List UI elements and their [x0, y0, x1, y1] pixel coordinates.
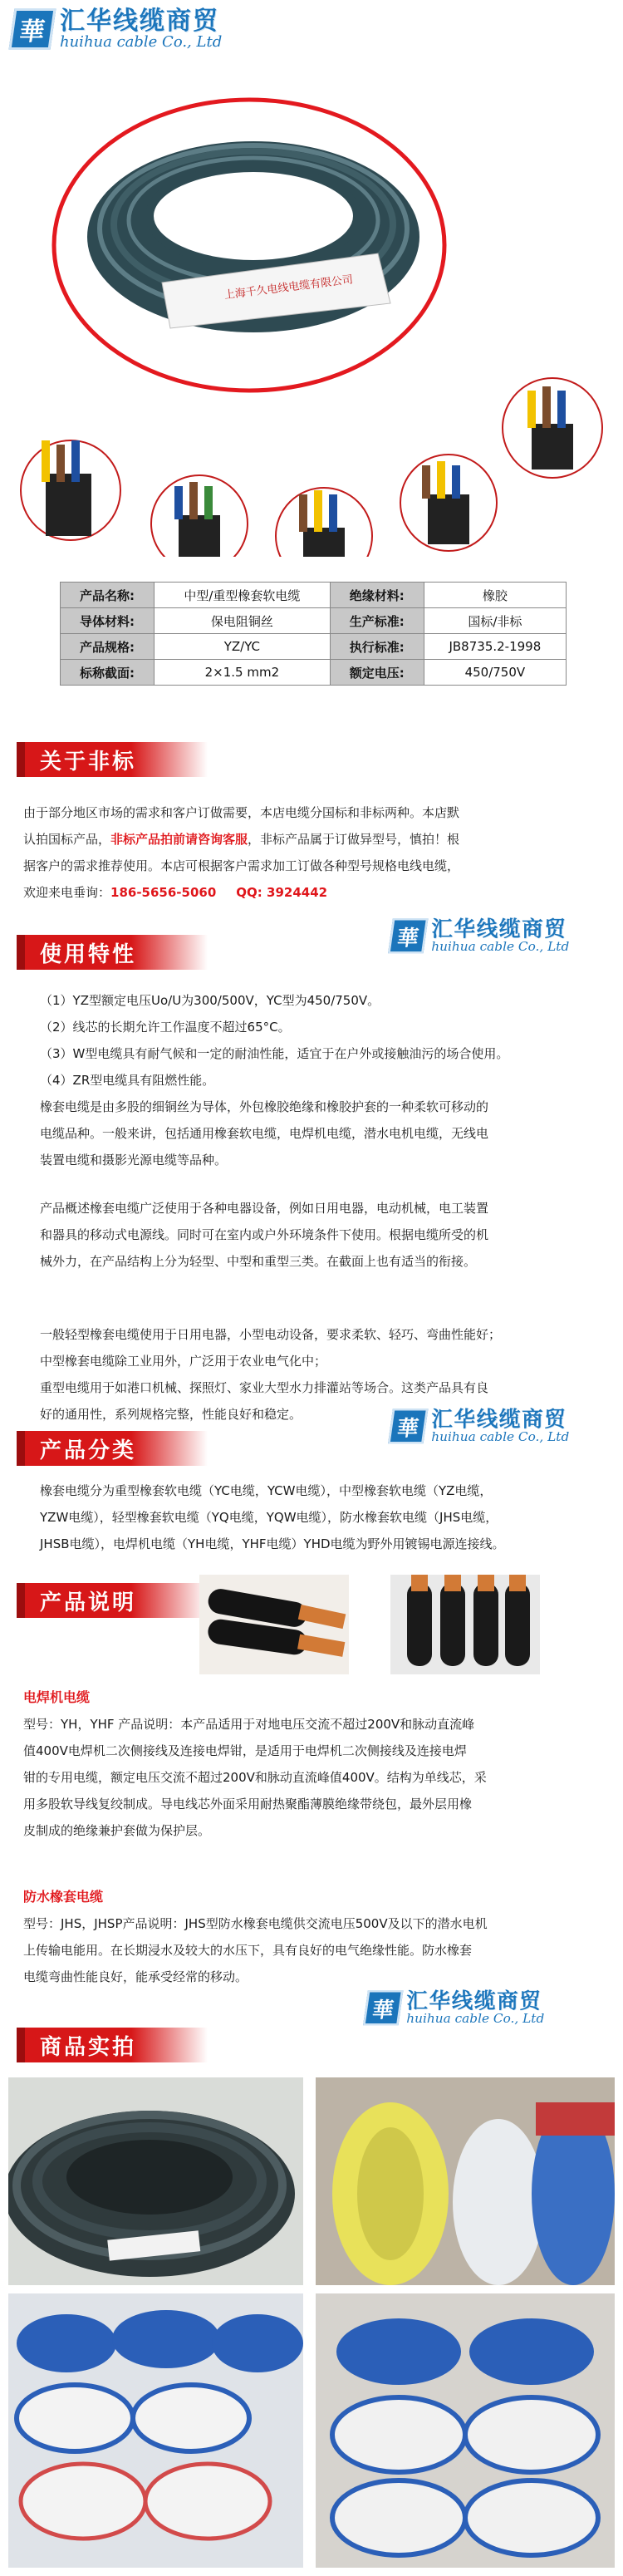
brand-logo	[12, 8, 222, 50]
feature-line: 电缆品种。一般来讲，包括通用橡套软电缆，电焊机电缆，潜水电机电缆，无线电	[40, 1126, 489, 1141]
logo-cn-text: 汇华线缆商贸	[431, 917, 567, 942]
product-photo-3	[8, 2293, 303, 2568]
spec-value: 国标/非标	[424, 608, 566, 634]
logo-cn-text: 汇华线缆商贸	[60, 7, 219, 36]
logo-cn-text: 汇华线缆商贸	[406, 1989, 542, 2014]
logo-mark: 華	[8, 8, 56, 50]
product-photo-2	[316, 2077, 615, 2285]
about-line-4: 欢迎来电垂询：186-5656-5060 QQ: 3924442	[23, 885, 328, 900]
weld-desc-line: 值400V电焊机二次侧接线及连接电焊钳，是适用于电焊机二次侧接线及连接电焊	[23, 1743, 467, 1758]
classify-title: 产品分类	[40, 1438, 137, 1463]
spec-key: 标称截面:	[61, 660, 155, 686]
section-header-classify	[17, 1431, 208, 1466]
spec-key: 生产标准:	[330, 608, 424, 634]
waterproof-desc-line: 上传输电能用。在长期浸水及较大的水压下，具有良好的电气绝缘性能。防水橡套	[23, 1943, 473, 1958]
spec-key: 产品规格:	[61, 634, 155, 660]
feature-line: 装置电缆和摄影光源电缆等品种。	[40, 1153, 228, 1168]
feature-line: 橡套电缆是由多股的细铜丝为导体，外包橡胶绝缘和橡胶护套的一种柔软可移动的	[40, 1099, 489, 1114]
about-line-2: 认拍国标产品，非标产品拍前请咨询客服，非标产品属于订做异型号，慎拍！根	[23, 832, 460, 847]
feature-line: （4）ZR型电缆具有阻燃性能。	[40, 1073, 215, 1088]
about-paragraph	[23, 799, 613, 906]
about-line-1: 由于部分地区市场的需求和客户订做需要，本店电缆分国标和非标两种。本店默	[23, 805, 460, 820]
classify-line: YZW电缆），轻型橡套软电缆（YQ电缆，YQW电缆），防水橡套软电缆（JHS电缆，	[40, 1510, 498, 1525]
weld-desc-line: 皮制成的绝缘兼护套做为保护层。	[23, 1823, 211, 1838]
cable-photo-black-svg	[390, 1575, 540, 1674]
spec-row	[61, 660, 567, 686]
features-overview	[40, 1195, 613, 1275]
overview-line: 和器具的移动式电源线。同时可在室内或户外环境条件下使用。根据电缆所受的机	[40, 1227, 489, 1242]
cross-section-2	[151, 475, 248, 557]
weld-cable-block	[23, 1687, 605, 1844]
cross-section-5	[503, 378, 602, 478]
spec-value: 450/750V	[424, 660, 566, 686]
weld-desc-line: 钳的专用电缆，额定电压交流不超过200V和脉动直流峰值400V。结构为单线芯，采	[23, 1770, 487, 1785]
weld-desc-line: 用多股软导线复绞制成。导电线芯外面采用耐热聚酯薄膜绝缘带绕包，最外层用橡	[23, 1797, 473, 1812]
photo-1-svg	[8, 2077, 303, 2285]
logo-en-text: huihua cable Co., Ltd	[431, 1429, 570, 1444]
spec-value: YZ/YC	[155, 634, 331, 660]
cross-section-3	[276, 488, 372, 557]
logo-en-text: huihua cable Co., Ltd	[406, 2011, 545, 2026]
waterproof-cable-desc	[23, 1910, 605, 1990]
spec-value: 橡胶	[424, 583, 566, 608]
feature-line: （2）线芯的长期允许工作温度不超过65°C。	[40, 1020, 291, 1035]
photo-4-svg	[316, 2293, 615, 2568]
features-list	[40, 987, 613, 1173]
features-title: 使用特性	[40, 941, 137, 967]
logo-mark: 華	[363, 1990, 403, 2026]
photo-2-svg	[316, 2077, 615, 2285]
classify-paragraph	[40, 1477, 613, 1557]
usage-line: 中型橡套电缆除工业用外，广泛用于农业电气化中；	[40, 1354, 327, 1369]
watermark-logo-2	[390, 1408, 569, 1444]
photo-3-svg	[8, 2293, 303, 2568]
cross-section-1	[21, 440, 120, 540]
spec-value: 2×1.5 mm2	[155, 660, 331, 686]
section-header-about	[17, 742, 208, 777]
classify-line: 橡套电缆分为重型橡套软电缆（YC电缆，YCW电缆），中型橡套软电缆（YZ电缆，	[40, 1483, 493, 1498]
logo-mark: 華	[388, 1408, 428, 1444]
spec-table	[60, 582, 567, 686]
watermark-logo-1	[390, 918, 569, 954]
watermark-logo-3	[365, 1990, 544, 2026]
spec-value: JB8735.2-1998	[424, 634, 566, 660]
weld-cable-desc	[23, 1711, 605, 1844]
contact-phone: 186-5656-5060	[110, 885, 217, 900]
photos-title: 商品实拍	[40, 2034, 137, 2060]
logo-en-text: huihua cable Co., Ltd	[60, 32, 223, 51]
product-photo-4	[316, 2293, 615, 2568]
logo-en-text: huihua cable Co., Ltd	[431, 939, 570, 954]
spec-row	[61, 634, 567, 660]
contact-qq: QQ: 3924442	[236, 885, 328, 900]
spec-value: 中型/重型橡套软电缆	[155, 583, 331, 608]
usage-line: 一般轻型橡套电缆使用于日用电器，小型电动设备，要求柔软、轻巧、弯曲性能好；	[40, 1327, 502, 1342]
hero-image	[0, 75, 623, 557]
section-header-features	[17, 935, 208, 970]
description-title: 产品说明	[40, 1590, 137, 1615]
overview-line: 产品概述橡套电缆广泛使用于各种电器设备，例如日用电器，电动机械，电工装置	[40, 1201, 489, 1216]
overview-line: 械外力，在产品结构上分为轻型、中型和重型三类。在截面上也有适当的衔接。	[40, 1254, 477, 1269]
weld-cable-title: 电焊机电缆	[23, 1689, 91, 1705]
reel-label-text: 上海千久电线电缆有限公司	[223, 273, 354, 302]
feature-line: （3）W型电缆具有耐气候和一定的耐油性能，适宜于在户外或接触油污的场合使用。	[40, 1046, 509, 1061]
spec-row	[61, 608, 567, 634]
spec-key: 导体材料:	[61, 608, 155, 634]
about-warning: 非标产品拍前请咨询客服	[110, 832, 248, 847]
spec-row	[61, 583, 567, 608]
cross-section-4	[400, 455, 497, 551]
section-header-photos	[17, 2028, 208, 2062]
spec-key: 执行标准:	[330, 634, 424, 660]
waterproof-desc-line: 电缆弯曲性能良好，能承受经常的移动。	[23, 1969, 248, 1984]
about-title: 关于非标	[40, 749, 137, 774]
hero-svg	[0, 75, 623, 557]
cable-photo-black	[390, 1575, 540, 1674]
waterproof-cable-title: 防水橡套电缆	[23, 1889, 104, 1905]
spec-key: 额定电压:	[330, 660, 424, 686]
feature-line: （1）YZ型额定电压Uo/U为300/500V，YC型为450/750V。	[40, 993, 380, 1008]
waterproof-desc-line: 型号：JHS，JHSP产品说明：JHS型防水橡套电缆供交流电压500V及以下的潜水电机	[23, 1916, 488, 1931]
spec-value: 保电阻铜丝	[155, 608, 331, 634]
usage-line: 好的通用性，系列规格完整，性能良好和稳定。	[40, 1407, 302, 1422]
section-header-description	[17, 1583, 208, 1618]
classify-line: JHSB电缆），电焊机电缆（YH电缆，YHF电缆）YHD电缆为野外用镀锡电源连接线。	[40, 1536, 505, 1551]
weld-desc-line: 型号：YH，YHF 产品说明：本产品适用于对地电压交流不超过200V和脉动直流峰	[23, 1717, 475, 1732]
spec-key: 产品名称:	[61, 583, 155, 608]
cable-photo-red-svg	[199, 1575, 349, 1674]
logo-mark: 華	[388, 918, 428, 954]
logo-cn-text: 汇华线缆商贸	[431, 1407, 567, 1433]
waterproof-cable-block	[23, 1886, 605, 1990]
about-line-3: 据客户的需求推荐使用。本店可根据客户需求加工订做各种型号规格电线电缆，	[23, 858, 460, 873]
spec-key: 绝缘材料:	[330, 583, 424, 608]
cable-photo-red	[199, 1575, 349, 1674]
product-photo-1	[8, 2077, 303, 2285]
usage-line: 重型电缆用于如港口机械、探照灯、家业大型水力排灌站等场合。这类产品具有良	[40, 1380, 489, 1395]
